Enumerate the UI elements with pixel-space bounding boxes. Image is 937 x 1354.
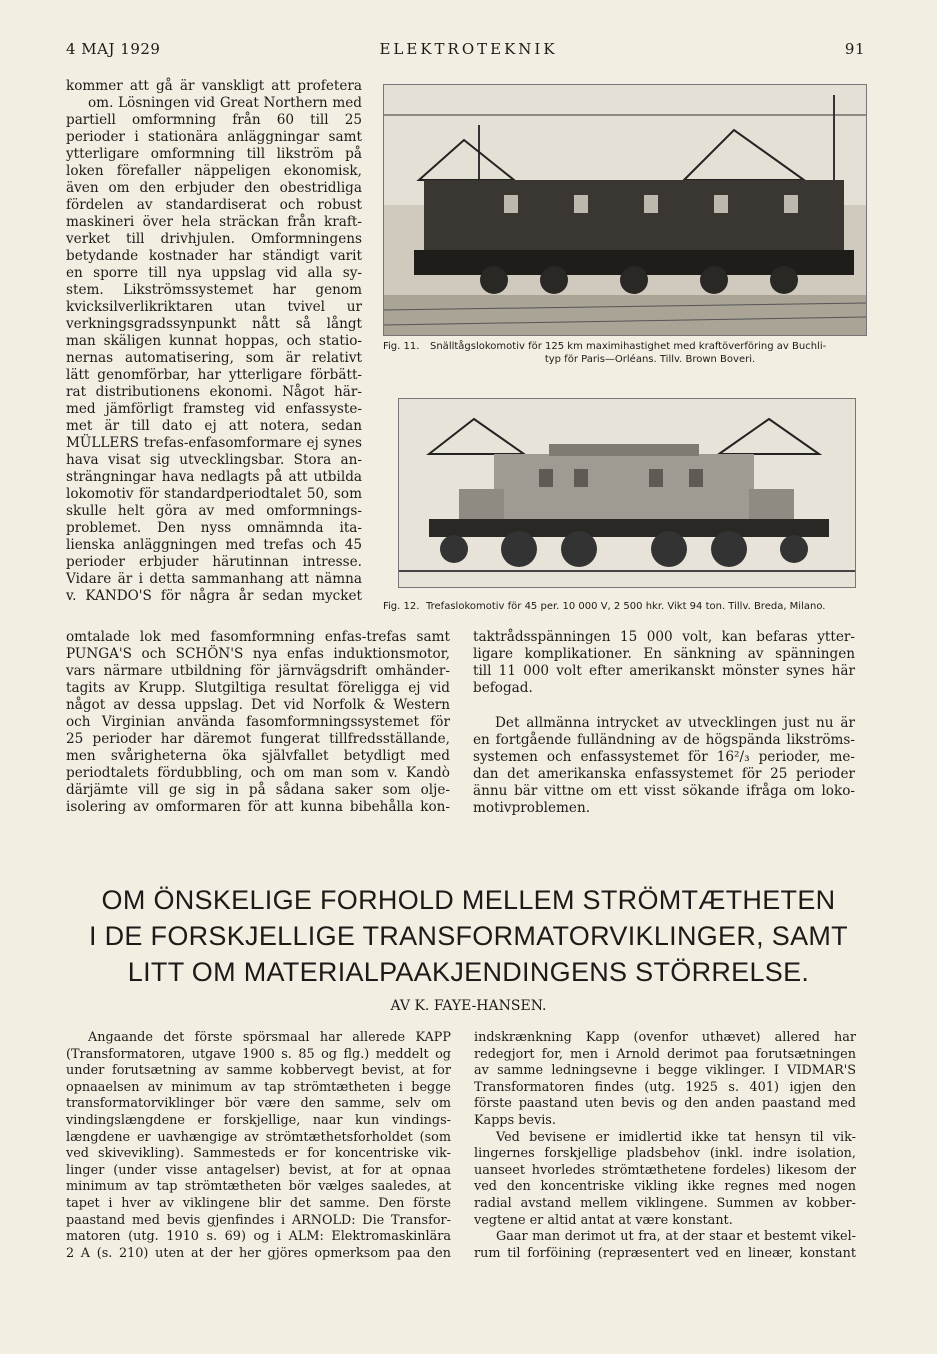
- journal-name: ELEKTROTEKNIK: [379, 40, 558, 58]
- right-column-paragraph-2: [473, 715, 855, 817]
- text-line: PUNGA'S och SCHÖN'S nya enfas induktionsmotor,: [66, 646, 450, 662]
- text-line: problemet. Den nyss omnämnda ita-: [66, 520, 362, 536]
- article-title-line2: I DE FORSKJELLIGE TRANSFORMATORVIKLINGER, SAMT: [89, 921, 848, 951]
- text-line: hava visat sig utvecklingsbar. Stora an-: [66, 452, 362, 468]
- text-line: matoren (utg. 1910 s. 69) og i ALM: Elektromaskinlära: [66, 1229, 451, 1245]
- text-line: Det allmänna intrycket av utvecklingen just nu är: [495, 715, 855, 731]
- page-date: 4 MAJ 1929: [66, 40, 161, 58]
- text-line: partiell omformning från 60 till 25: [66, 112, 362, 128]
- text-line: vars närmare utbildning för järnvägsdrift omhänder-: [66, 663, 450, 679]
- text-line: med jämförligt framsteg vid enfassyste-: [66, 401, 362, 417]
- text-line: något av dessa uppslag. Det vid Norfolk & Western: [66, 697, 450, 713]
- text-line: man skäligen kunnat hoppas, och statio-: [66, 333, 362, 349]
- text-line: vindingslængdene er forskjellige, naar kun vindings-: [66, 1112, 451, 1128]
- text-line: 25 perioder har däremot fungerat tillfredsställande,: [66, 731, 450, 747]
- text-line: lingernes forskjellige pladsbehov (inkl. indre isolation,: [474, 1146, 856, 1162]
- text-line: radial avstand mellem viklingene. Summen av kobber-: [474, 1195, 856, 1211]
- fig11-caption-line1: Snälltågslokomotiv för 125 km maximihastighet med kraftöverföring av Buchli-: [430, 341, 827, 352]
- text-line: Angaande det förste spörsmaal har allerede KAPP: [88, 1030, 451, 1045]
- fig11-caption: [430, 340, 870, 366]
- fig12-photo: [398, 398, 856, 588]
- text-line: tapet i hver av viklingene blir det samme. Den förste: [66, 1195, 451, 1211]
- text-line: uanseet hvorledes strömtæthetene fordeles) likesom der: [474, 1162, 856, 1178]
- text-line: v. KANDO'S för några år sedan mycket: [66, 588, 362, 604]
- text-line: rum til forföining (repræsentert ved en lineær, konstant: [474, 1245, 856, 1261]
- text-line: strängningar hava nedlagts på att utbilda: [66, 469, 362, 485]
- article-left-column: [66, 1030, 451, 1262]
- text-line: nernas automatisering, som är relativt: [66, 350, 362, 366]
- text-line: stem. Likströmssystemet har genom: [66, 282, 362, 298]
- text-line: Ved bevisene er imidlertid ikke tat hensyn til vik-: [496, 1129, 856, 1145]
- text-line: vegtene er altid antat at være konstant.: [474, 1212, 733, 1228]
- article-title: [40, 882, 897, 990]
- text-line: ytterligare omformning till likström på: [66, 146, 362, 162]
- article-right-column: [474, 1030, 856, 1262]
- text-line: paastand med bevis gjenfindes i ARNOLD: Die Transfor-: [66, 1212, 451, 1228]
- text-line: kvicksilverlikriktaren utan tvivel ur: [66, 299, 362, 315]
- fig11-photo: [383, 84, 867, 336]
- fig12-caption: Trefaslokomotiv för 45 per. 10 000 V, 2 500 hkr. Vikt 94 ton. Tillv. Breda, Milano.: [426, 601, 826, 612]
- page-number: 91: [844, 40, 865, 58]
- text-line: motivproblemen.: [473, 800, 591, 816]
- text-line: systemen och enfassystemet för 16²/₃ perioder, me-: [473, 749, 855, 765]
- left-column-wide-text: [66, 629, 450, 816]
- article-left-text: [66, 1030, 451, 1262]
- text-line: linger (under visse antagelser) bevist, at for at opnaa: [66, 1162, 451, 1178]
- text-line: periodtalets fördubbling, och om man som v. Kandò: [66, 765, 450, 781]
- article-right-text: [474, 1030, 856, 1262]
- text-line: under forutsætning av samme kobbervegt bevist, at for: [66, 1063, 451, 1079]
- text-line: MÜLLERS trefas-enfasomformare ej synes: [66, 435, 362, 451]
- text-line: perioder erbjuder härutinnan intresse.: [66, 554, 362, 570]
- fig11-label: Fig. 11.: [383, 341, 420, 352]
- text-line: opnaaelsen av minimum av tap strömtætheten i begge: [66, 1079, 451, 1095]
- text-line: lätt genomförbar, har ytterligare förbätt-: [66, 367, 362, 383]
- text-line: ved den koncentriske vikling ikke regnes med nogen: [474, 1179, 856, 1195]
- text-line: förste paastand uten bevis og den anden paastand med: [474, 1096, 856, 1112]
- text-line: transformatorviklinger bör være den samme, selv om: [66, 1096, 451, 1112]
- text-line: tagits av Krupp. Slutgiltiga resultat föreligga ej vid: [66, 680, 450, 696]
- text-line: verket till drivhjulen. Omformningens: [66, 231, 362, 247]
- text-line: betydande kostnader har ständigt varit: [66, 248, 362, 264]
- text-line: længdene er uavhængige av strömtæthetsforholdet (som: [66, 1129, 451, 1145]
- text-line: minimum av tap strömtætheten bör vælges saaledes, at: [66, 1179, 451, 1195]
- text-line: maskineri över hela sträckan från kraft-: [66, 214, 362, 230]
- article-title-line3: LITT OM MATERIALPAAKJENDINGENS STÖRRELSE.: [127, 957, 810, 987]
- text-line: indskrænkning Kapp (ovenfor uthævet) allered har: [474, 1030, 856, 1045]
- text-line: ligare komplikationer. En sänkning av spänningen: [473, 646, 855, 662]
- text-line: av samme ledningsevne i begge viklinger. I VIDMAR'S: [474, 1063, 856, 1079]
- text-line: lienska anläggningen med trefas och 45: [66, 537, 362, 553]
- text-line: en sporre till nya uppslag vid alla sy-: [66, 265, 362, 281]
- text-line: därjämte vill ge sig in på sådana saker som olje-: [66, 782, 450, 798]
- text-line: taktrådsspänningen 15 000 volt, kan befaras ytter-: [473, 629, 855, 645]
- text-line: lokomotiv för standardperiodtalet 50, som: [66, 486, 362, 502]
- right-column: [473, 629, 855, 817]
- article-byline: AV K. FAYE-HANSEN.: [390, 998, 547, 1014]
- text-line: 2 A (s. 210) uten at der her gjöres opmerksom paa den: [66, 1245, 451, 1261]
- text-line: kommer att gå är vanskligt att profetera: [66, 78, 362, 94]
- fig12-locomotive-image: [399, 399, 855, 587]
- text-line: och Virginian använda fasomformningssystemet för: [66, 714, 450, 730]
- text-line: isolering av omformaren för att kunna bibehålla kon-: [66, 799, 450, 815]
- text-line: Transformatoren findes (utg. 1925 s. 401) igjen den: [474, 1079, 856, 1095]
- text-line: dan det amerikanska enfassystemet för 25 perioder: [473, 766, 855, 782]
- fig12-label: Fig. 12.: [383, 601, 420, 612]
- text-line: till 11 000 volt efter amerikanskt mönster synes här: [473, 663, 855, 679]
- text-line: omtalade lok med fasomformning enfas-trefas samt: [66, 629, 450, 645]
- text-line: befogad.: [473, 680, 533, 696]
- text-line: loken förefaller näppeligen ekonomisk,: [66, 163, 362, 179]
- text-line: met är till dato ej att notera, sedan: [66, 418, 362, 434]
- text-line: men svårigheterna öka självfallet betydligt med: [66, 748, 450, 764]
- text-line: perioder i stationära anläggningar samt: [66, 129, 362, 145]
- text-line: verkningsgradssynpunkt nått så långt: [66, 316, 362, 332]
- text-line: även om den erbjuder den obestridliga: [66, 180, 362, 196]
- text-line: skulle helt göra av med omformnings-: [66, 503, 362, 519]
- left-column-wide: [66, 629, 450, 816]
- fig11-locomotive-image: [384, 85, 866, 335]
- text-line: fördelen av standardiserat och robust: [66, 197, 362, 213]
- text-line: ännu bär vittne om ett visst sökande ifråga om loko-: [473, 783, 855, 799]
- text-line: Kapps bevis.: [474, 1112, 556, 1128]
- text-line: Gaar man derimot ut fra, at der staar et bestemt vikel-: [496, 1229, 856, 1245]
- left-column-text: [66, 78, 362, 605]
- text-line: redegjort for, men i Arnold derimot paa forutsætningen: [474, 1046, 856, 1062]
- fig11-caption-line2: typ för Paris—Orléans. Tillv. Brown Boveri.: [544, 354, 756, 365]
- text-line: ved skivevikling). Sammesteds er for koncentriske vik-: [66, 1146, 451, 1162]
- left-column: [66, 78, 362, 605]
- text-line: Vidare är i detta sammanhang att nämna: [66, 571, 362, 587]
- article-title-line1: OM ÖNSKELIGE FORHOLD MELLEM STRÖMTÆTHETEN: [101, 885, 836, 915]
- text-line: en fortgående fulländning av de högspända likströms-: [473, 732, 855, 748]
- right-column-paragraph-1: [473, 629, 855, 697]
- text-line: rat distributionens ekonomi. Något här-: [66, 384, 362, 400]
- text-line: (Transformatoren, utgave 1900 s. 85 og flg.) meddelt og: [66, 1046, 451, 1062]
- text-line: om. Lösningen vid Great Northern med: [88, 95, 362, 111]
